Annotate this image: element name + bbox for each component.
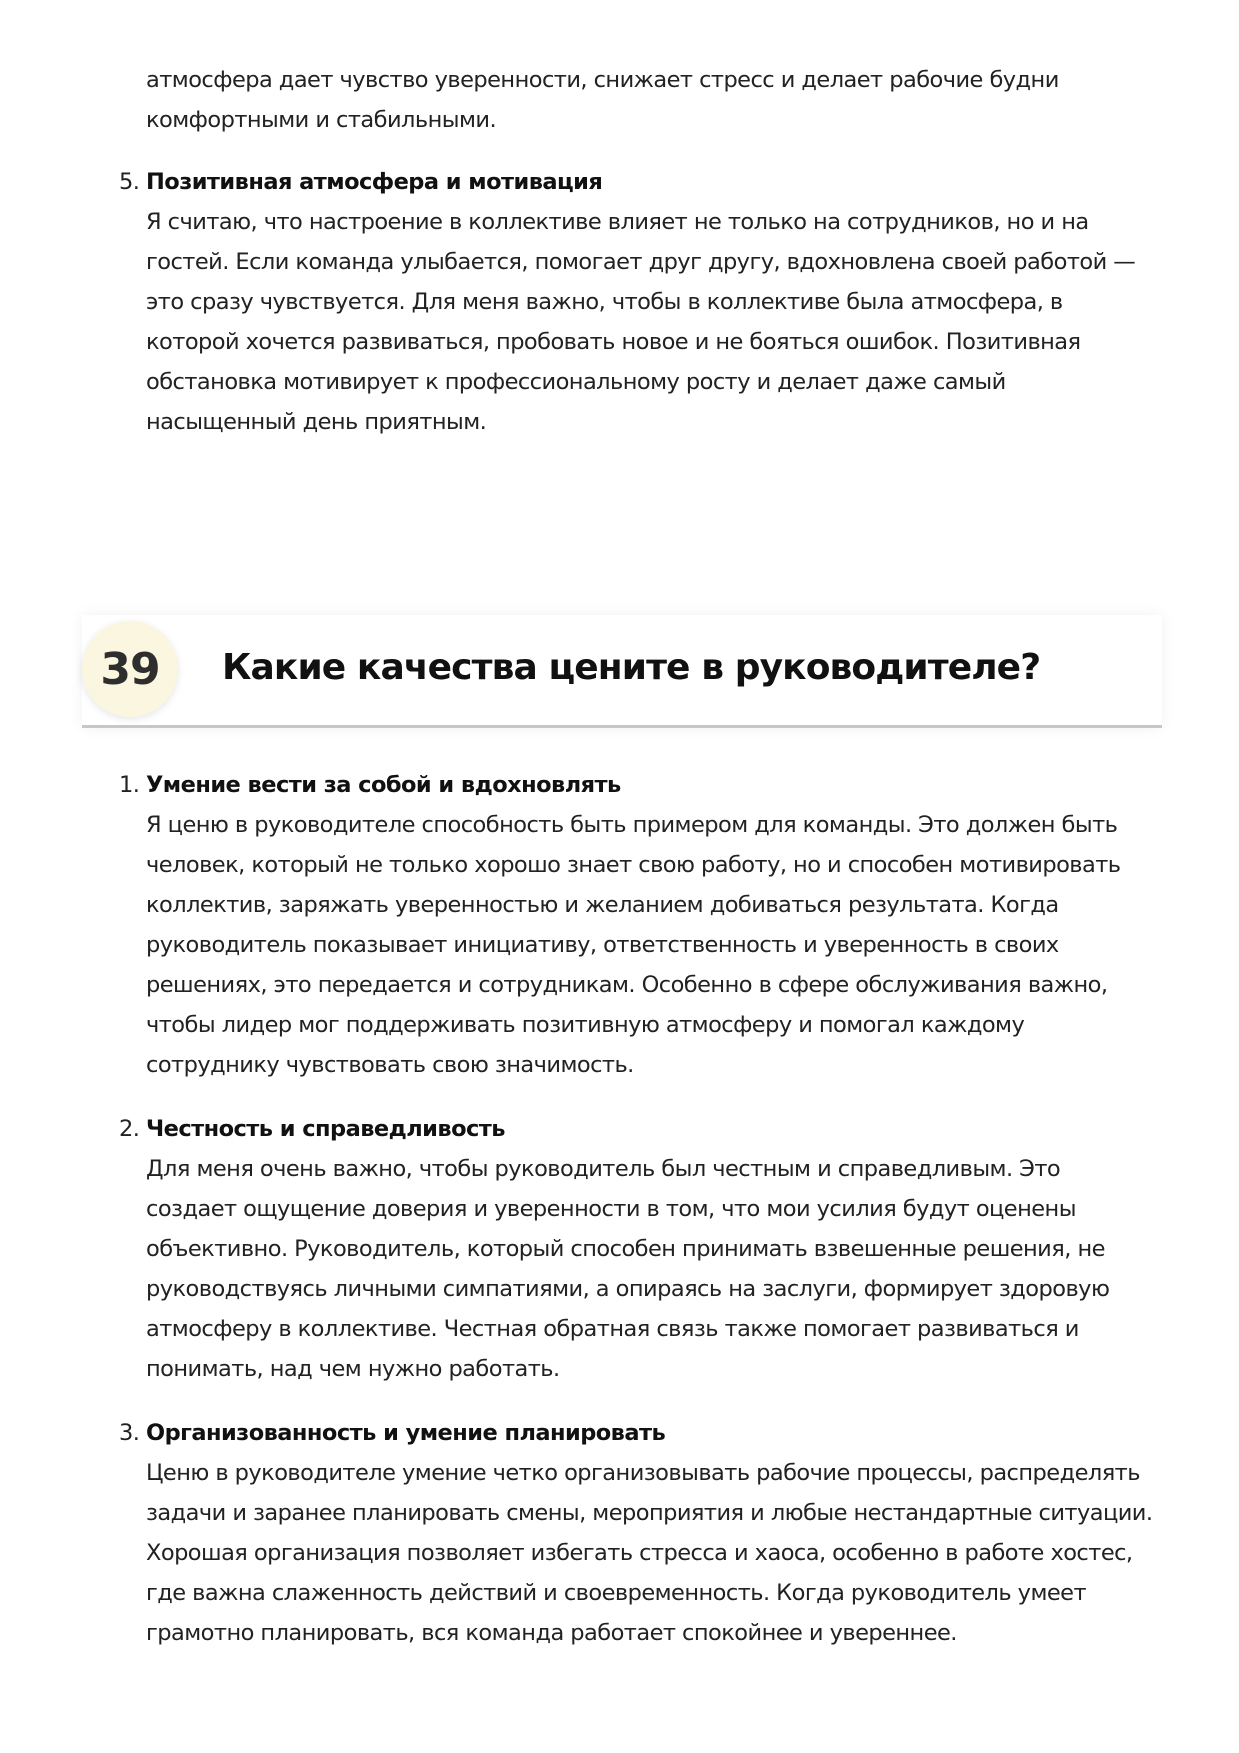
text-line: понимать, над чем нужно работать.: [146, 1356, 560, 1382]
text-line: человек, который не только хорошо знает свою работу, но и способен мотивировать: [146, 852, 1121, 878]
item-heading: [119, 765, 1156, 805]
text-line: задачи и заранее планировать смены, мероприятия и любые нестандартные ситуации.: [146, 1500, 1153, 1526]
item-title: Умение вести за собой и вдохновлять: [146, 772, 621, 798]
text-line: Ценю в руководителе умение четко организовывать рабочие процессы, распределять: [146, 1460, 1140, 1486]
text-line: объективно. Руководитель, который способен принимать взвешенные решения, не: [146, 1236, 1105, 1262]
text-line: Для меня очень важно, чтобы руководитель был честным и справедливым. Это: [146, 1156, 1061, 1182]
item-text: [146, 805, 1156, 1085]
item-number: 1.: [119, 772, 140, 798]
item-text: [146, 1149, 1156, 1389]
question-title: Какие качества цените в руководителе?: [222, 647, 1041, 688]
answer-item-3: [119, 1413, 1156, 1653]
text-line: руководствуясь личными симпатиями, а опираясь на заслуги, формирует здоровую: [146, 1276, 1110, 1302]
question-header: [82, 615, 1162, 728]
item-heading: [119, 1413, 1156, 1453]
item-text: [146, 202, 1156, 442]
text-line: руководитель показывает инициативу, ответственность и уверенность в своих: [146, 932, 1059, 958]
text-line: обстановка мотивирует к профессиональному росту и делает даже самый: [146, 369, 1006, 395]
text-line: это сразу чувствуется. Для меня важно, чтобы в коллективе была атмосфера, в: [146, 289, 1063, 315]
text-line: коллектив, заряжать уверенностью и желанием добиваться результата. Когда: [146, 892, 1059, 918]
item-heading: [119, 162, 1156, 202]
text-line: решениях, это передается и сотрудникам. Особенно в сфере обслуживания важно,: [146, 972, 1108, 998]
text-line: насыщенный день приятным.: [146, 409, 487, 435]
question-number-badge: 39: [82, 621, 178, 717]
list-item-5: [119, 162, 1156, 442]
text-line: атмосфера дает чувство уверенности, снижает стресс и делает рабочие будни: [146, 67, 1059, 93]
item-number: 5.: [119, 169, 140, 195]
answer-item-1: [119, 765, 1156, 1085]
text-line: атмосферу в коллективе. Честная обратная связь также помогает развиваться и: [146, 1316, 1079, 1342]
text-line: сотруднику чувствовать свою значимость.: [146, 1052, 634, 1078]
text-line: где важна слаженность действий и своевременность. Когда руководитель умеет: [146, 1580, 1087, 1606]
item-heading: [119, 1109, 1156, 1149]
item-title: Организованность и умение планировать: [146, 1420, 666, 1446]
item-number: 2.: [119, 1116, 140, 1142]
text-line: которой хочется развиваться, пробовать новое и не бояться ошибок. Позитивная: [146, 329, 1081, 355]
text-line: комфортными и стабильными.: [146, 107, 497, 133]
item-text: [146, 1453, 1156, 1653]
text-line: гостей. Если команда улыбается, помогает друг другу, вдохновлена своей работой —: [146, 249, 1136, 275]
text-line: Хорошая организация позволяет избегать стресса и хаоса, особенно в работе хостес,: [146, 1540, 1133, 1566]
item-number: 3.: [119, 1420, 140, 1446]
item-title: Позитивная атмосфера и мотивация: [146, 169, 603, 195]
text-line: Я ценю в руководителе способность быть примером для команды. Это должен быть: [146, 812, 1118, 838]
text-line: грамотно планировать, вся команда работает спокойнее и увереннее.: [146, 1620, 957, 1646]
text-line: Я считаю, что настроение в коллективе влияет не только на сотрудников, но и на: [146, 209, 1089, 235]
text-line: чтобы лидер мог поддерживать позитивную атмосферу и помогал каждому: [146, 1012, 1025, 1038]
item-title: Честность и справедливость: [146, 1116, 505, 1142]
intro-paragraph: [146, 60, 1156, 140]
text-line: создает ощущение доверия и уверенности в том, что мои усилия будут оценены: [146, 1196, 1076, 1222]
answer-item-2: [119, 1109, 1156, 1389]
